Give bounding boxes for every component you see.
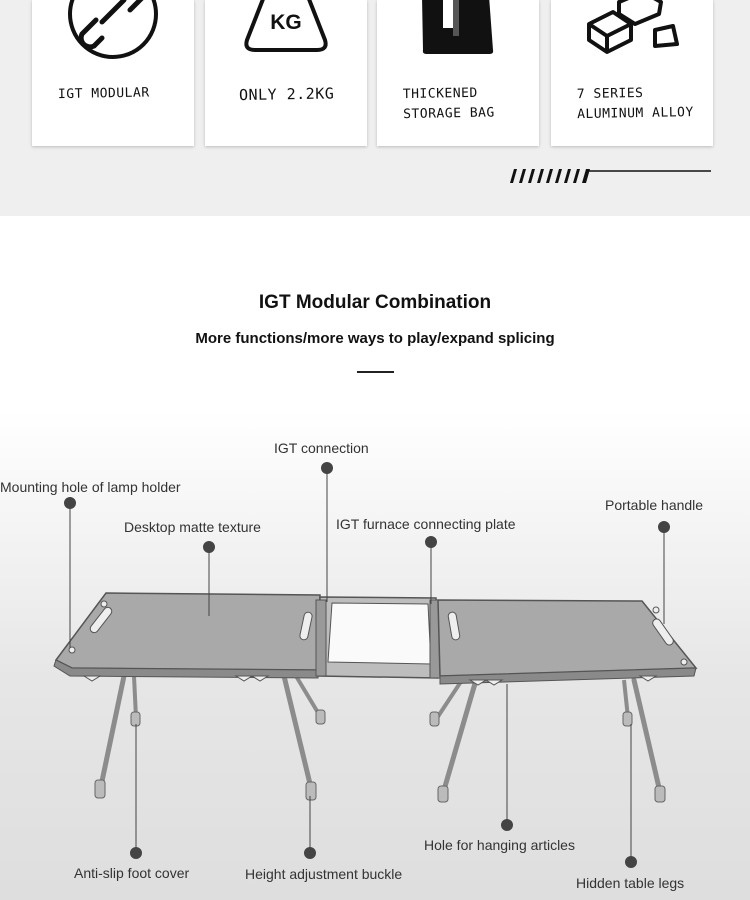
right-table-top [438, 600, 696, 685]
callout-hanging-hole: Hole for hanging articles [424, 837, 575, 853]
dot-desktop-texture [204, 542, 215, 553]
dot-igt-connection [322, 463, 333, 474]
dot-lamp-hole [65, 498, 76, 509]
kg-weight-icon [205, 0, 367, 64]
left-table-top [54, 593, 320, 681]
slash-divider-decoration [504, 165, 714, 187]
callout-hidden-legs: Hidden table legs [576, 875, 685, 891]
kg-badge: KG [270, 11, 302, 34]
callout-desktop-texture: Desktop matte texture [124, 519, 261, 535]
feature-card-alloy [551, 0, 713, 146]
storage-bag-icon [377, 0, 539, 64]
middle-furnace-plate [316, 597, 440, 678]
dot-height-buckle [305, 848, 316, 859]
callout-height-buckle: Height adjustment buckle [245, 866, 403, 882]
dot-portable-handle [659, 522, 670, 533]
feature-label: THICKENED STORAGE BAG [402, 85, 495, 123]
left-table-legs [95, 676, 325, 800]
section-subtitle: More functions/more ways to play/expand splicing [195, 330, 555, 347]
dot-anti-slip [131, 848, 142, 859]
chain-link-icon [32, 0, 194, 64]
dot-furnace-plate [426, 537, 437, 548]
callout-lamp-hole: Mounting hole of lamp holder [0, 479, 181, 495]
feature-label: ONLY 2.2KG [238, 84, 335, 105]
title-divider [357, 371, 394, 373]
feature-card-modular [32, 0, 194, 146]
feature-label: IGT MODULAR [57, 85, 150, 103]
callout-anti-slip: Anti-slip foot cover [74, 865, 190, 881]
right-table-legs [430, 680, 665, 802]
feature-label: 7 SERIES ALUMINUM ALLOY [576, 85, 694, 123]
callout-portable-handle: Portable handle [605, 497, 704, 513]
aluminum-ingots-icon [551, 0, 713, 64]
callout-igt-connection: IGT connection [274, 440, 369, 456]
dot-hidden-legs [626, 857, 637, 868]
callout-furnace-plate: IGT furnace connecting plate [336, 516, 516, 532]
feature-card-weight [205, 0, 367, 146]
section-title: IGT Modular Combination [258, 292, 492, 313]
dot-hanging-hole [502, 820, 513, 831]
table-diagram [0, 400, 750, 900]
feature-card-bag [377, 0, 539, 146]
